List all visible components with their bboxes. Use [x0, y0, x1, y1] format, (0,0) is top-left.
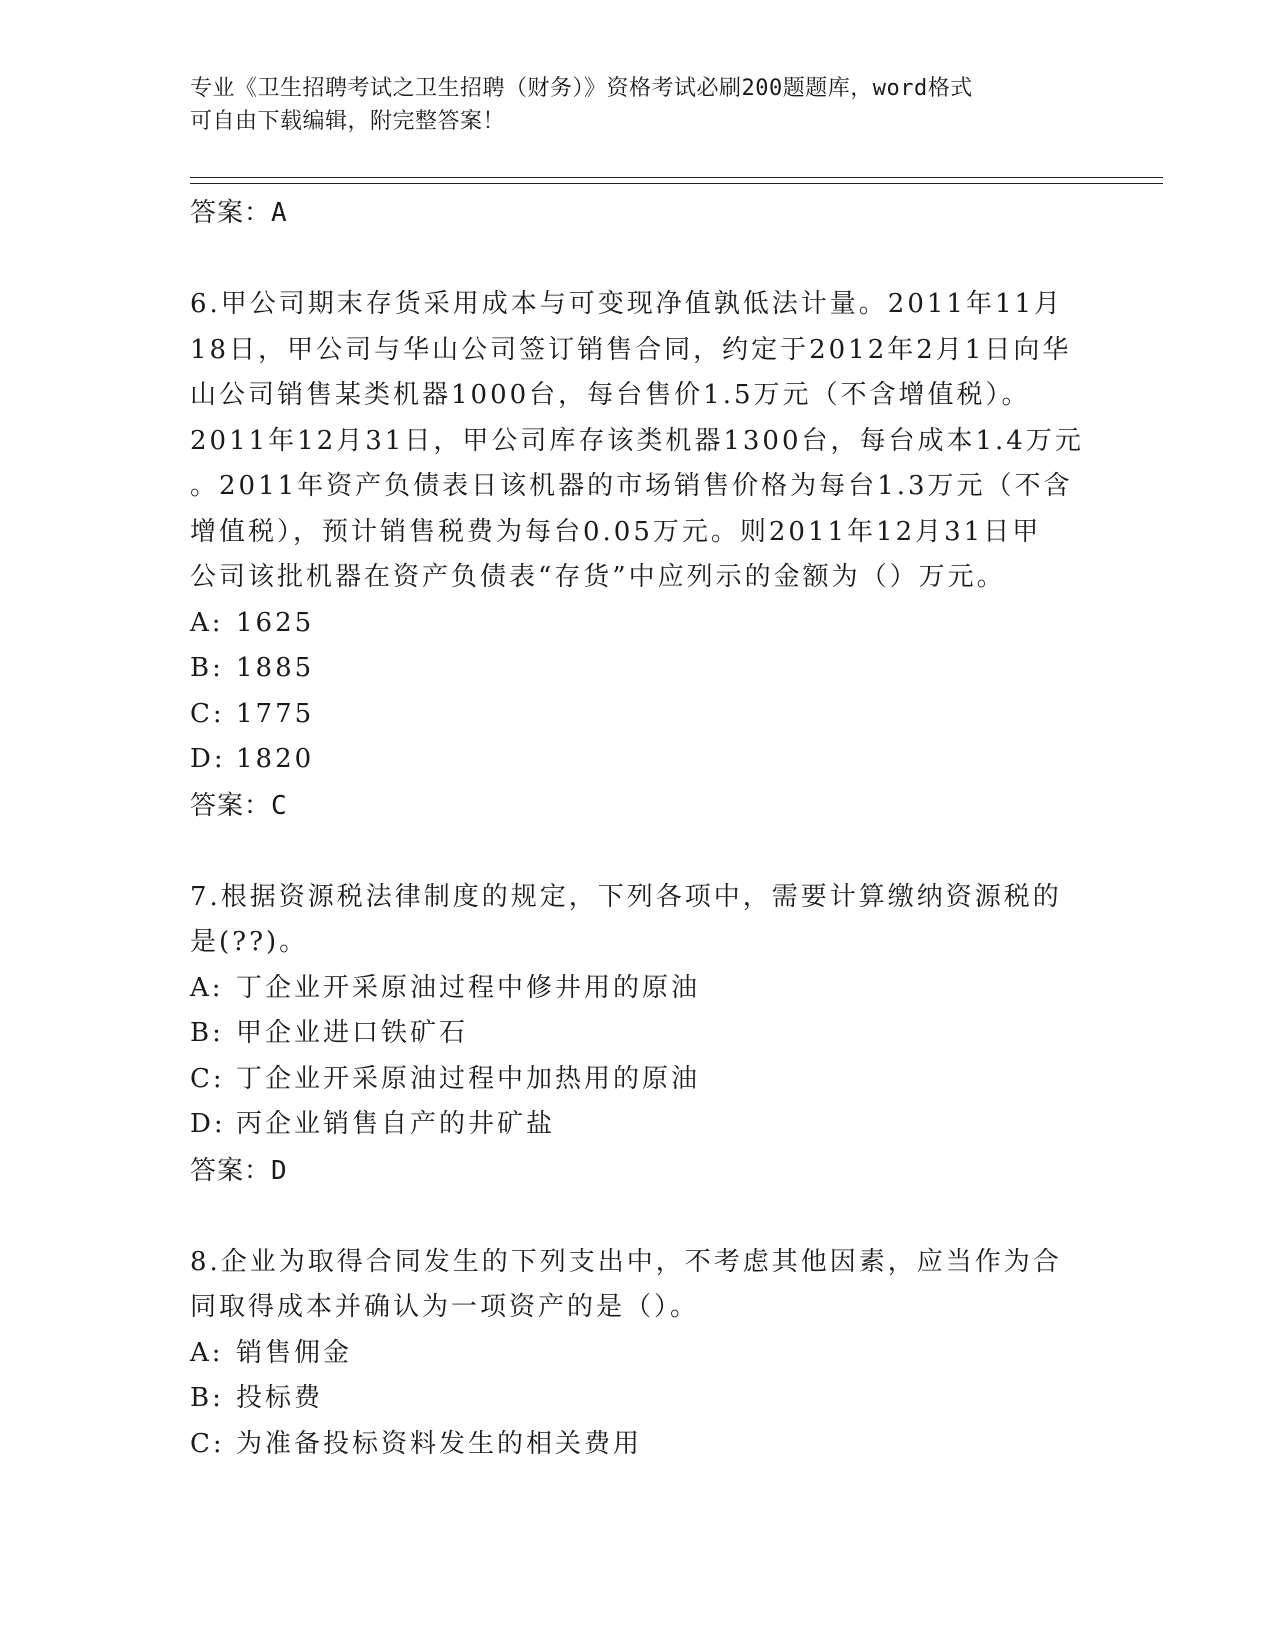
question-6-option-c: C: 1775 [190, 698, 315, 729]
spacer [190, 1194, 1090, 1240]
question-line: 公司该批机器在资产负债表“存货”中应列示的金额为（）万元。 [190, 562, 1006, 592]
question-line: 2011年12月31日，甲公司库存该类机器1300台，每台成本1.4万元 [190, 425, 1084, 456]
question-line: 。2011年资产负债表日该机器的市场销售价格为每台1.3万元（不含 [190, 471, 1073, 501]
question-8-stem [190, 1240, 1090, 1331]
header-line-2: 可自由下载编辑，附完整答案！ [190, 109, 506, 134]
question-line: 增值税），预计销售税费为每台0.05万元。则2011年12月31日甲 [190, 516, 1042, 547]
question-line: 18日，甲公司与华山公司签订销售合同，约定于2012年2月1日向华 [190, 334, 1072, 365]
question-7-option-d: D: 丙企业销售自产的井矿盐 [190, 1109, 556, 1139]
question-line: 6.甲公司期末存货采用成本与可变现净值孰低法计量。2011年11月 [190, 289, 1064, 319]
document-header [190, 72, 1090, 138]
question-line: 7.根据资源税法律制度的规定，下列各项中，需要计算缴纳资源税的 [190, 881, 1062, 912]
question-7-option-a: A: 丁企业开采原油过程中修井用的原油 [190, 972, 701, 1003]
question-6-option-a: A: 1625 [190, 607, 315, 638]
question-8-option-a: A: 销售佣金 [190, 1337, 353, 1368]
question-line: 山公司销售某类机器1000台，每台售价1.5万元（不含增值税）。 [190, 380, 1031, 410]
question-8-option-c: C: 为准备投标资料发生的相关费用 [190, 1428, 643, 1459]
question-line: 同取得成本并确认为一项资产的是（）。 [190, 1292, 700, 1322]
question-6-stem [190, 282, 1090, 601]
question-7-option-c: C: 丁企业开采原油过程中加热用的原油 [190, 1063, 701, 1094]
header-divider-top [190, 177, 1163, 178]
spacer [190, 236, 1090, 282]
question-line: 8.企业为取得合同发生的下列支出中，不考虑其他因素，应当作为合 [190, 1246, 1062, 1277]
question-list [190, 190, 1090, 1467]
question-7-option-b: B: 甲企业进口铁矿石 [190, 1018, 469, 1048]
question-7-answer: 答案：D [190, 1155, 288, 1186]
question-6-answer: 答案：C [190, 790, 288, 821]
question-8-option-b: B: 投标费 [190, 1383, 324, 1413]
question-7-stem [190, 875, 1090, 966]
header-divider-bottom [190, 183, 1163, 184]
spacer [190, 829, 1090, 875]
question-6-option-d: D: 1820 [190, 744, 315, 774]
question-6-option-b: B: 1885 [190, 653, 315, 683]
header-line-1: 专业《卫生招聘考试之卫生招聘（财务）》资格考试必刷200题题库，word格式 [190, 76, 973, 101]
question-line: 是(??)。 [190, 927, 309, 957]
previous-answer: 答案：A [190, 198, 288, 228]
